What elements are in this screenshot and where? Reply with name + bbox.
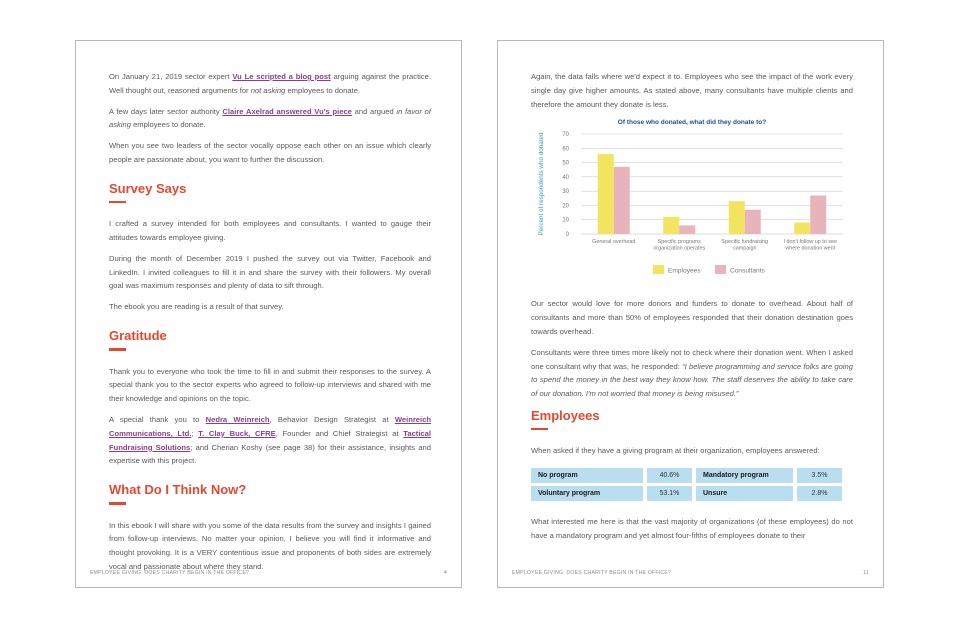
text: ;	[191, 428, 199, 438]
bar-employees-0	[598, 154, 614, 234]
what-do-i-think-heading: What Do I Think Now?	[109, 482, 247, 498]
bar-consultants-3	[810, 196, 826, 235]
right-paragraph-3	[531, 346, 853, 401]
table-cell: Unsure	[696, 486, 793, 501]
quote: “I believe programming and service folks are going to spend the money in the best way they know how. The staff deserves the ability to take care of our donation. I'm not worried that money is being misused.”	[531, 361, 853, 399]
y-tick-label: 30	[562, 189, 569, 196]
survey-says-heading: Survey Says	[109, 180, 187, 196]
x-tick-label: where donation went	[785, 245, 836, 252]
legend-swatch-consultants	[715, 265, 726, 274]
table-cell: 40.6%	[647, 468, 692, 483]
bar-consultants-2	[745, 210, 761, 234]
legend-label: Consultants	[730, 267, 765, 275]
intro-paragraph-3: When you see two leaders of the sector vocally oppose each other on an issue which clearly people are passionate about, you want to further the discussion.	[109, 141, 431, 164]
y-tick-label: 50	[562, 160, 569, 167]
gratitude-paragraph-2	[109, 413, 431, 468]
clay-buck-link[interactable]: T. Clay Buck, CFRE	[198, 428, 276, 438]
page-number: 4	[443, 570, 447, 576]
heading-rule	[109, 201, 126, 204]
right-paragraph-1: Again, the data falls where we'd expect it to. Employees who see the impact of the work every single day give higher amounts. As stated above, many consultants have multiple clients and therefore the amount they donate is less.	[531, 72, 853, 109]
think-paragraph-1: In this ebook I will share with you some of the data results from the survey and insights I gained from follow-up interviews. No matter your opinion, I believe you will find it informative and thought provoking. It is a VERY contentious issue and proponents of both sides are extremely vocal and passionate about where they stand.	[109, 520, 431, 572]
legend-swatch-employees	[653, 265, 664, 274]
right-paragraph-4: When asked if they have a giving program at their organization, employees answered:	[531, 446, 820, 456]
page-number: 11	[863, 570, 869, 576]
survey-paragraph-2: During the month of December 2019 I pushed the survey out via Twitter, Facebook and LinkedIn. I invited colleagues to fill it in and share the survey with their followers. My overall goal was maximum responses and plenty of data to sift through.	[109, 253, 431, 291]
intro-paragraph-2	[109, 105, 431, 133]
x-tick-label: Specific programs	[657, 239, 701, 246]
heading-rule	[109, 502, 126, 505]
footer-title: EMPLOYEE GIVING: DOES CHARITY BEGIN IN THE OFFICE?	[512, 570, 672, 576]
right-paragraph-5: What interested me here is that the vast majority of organizations (of these employees) do not have a mandatory program and yet almost four-fifths of employees donate to their	[531, 517, 853, 541]
right-page	[497, 40, 884, 588]
bar-employees-1	[663, 217, 679, 234]
text: , Founder and Chief Strategist at	[275, 428, 404, 438]
text: , Behavior Design Strategist at	[269, 414, 395, 424]
legend-label: Employees	[668, 267, 701, 275]
claire-axelrad-link[interactable]: Claire Axelrad answered Vu's piece	[222, 106, 352, 116]
text: employees to donate.	[285, 85, 361, 95]
heading-rule	[109, 348, 126, 351]
gratitude-heading: Gratitude	[109, 328, 167, 344]
table-cell: Voluntary program	[531, 486, 643, 501]
y-tick-label: 0	[565, 232, 569, 239]
employees-heading: Employees	[531, 407, 600, 423]
y-tick-label: 70	[562, 132, 569, 139]
y-tick-label: 20	[562, 203, 569, 210]
right-page-content	[531, 70, 853, 550]
nedra-weinreich-link[interactable]: Nedra Weinreich	[205, 414, 270, 424]
vu-le-blog-link[interactable]: Vu Le scripted a blog post	[232, 72, 331, 81]
text: On January 21, 2019 sector expert	[109, 72, 233, 81]
x-tick-label: Specific fundraising	[721, 239, 769, 246]
text: employees to donate.	[130, 120, 206, 130]
emphasis: in favor of asking	[109, 106, 431, 130]
table-cell: 53.1%	[647, 486, 692, 501]
x-tick-label: General overhead	[592, 239, 636, 246]
footer-title: EMPLOYEE GIVING: DOES CHARITY BEGIN IN THE OFFICE?	[90, 570, 250, 576]
table-cell: 2.8%	[797, 486, 842, 501]
x-tick-label: campaign	[733, 245, 757, 252]
intro-paragraph-1	[109, 70, 431, 98]
survey-paragraph-1: I crafted a survey intended for both employees and consultants. I wanted to gauge their attitudes towards employee giving.	[109, 219, 431, 243]
bar-employees-2	[729, 202, 745, 235]
text: and argued	[351, 106, 397, 116]
page-footer	[512, 570, 869, 576]
giving-program-table	[531, 468, 853, 501]
left-page	[75, 40, 462, 588]
table-cell: 3.5%	[797, 468, 842, 483]
tactical-fundraising-link[interactable]: Tactical Fundraising Solutions	[109, 428, 431, 452]
y-tick-label: 40	[562, 175, 569, 182]
text: Consultants were three times more likely not to check where their donation went. When I asked one consultant why that was, he responded:	[531, 347, 853, 371]
page-footer	[90, 570, 447, 576]
donation-bar-chart	[531, 126, 856, 286]
text: A special thank you to	[109, 414, 206, 424]
chart-title: Of those who donated, what did they donate to?	[617, 119, 767, 127]
bar-consultants-1	[679, 226, 695, 235]
emphasis: not asking	[250, 85, 286, 95]
text: ; and Cherian Koshy (see page 38) for their assistance, insights and expertise with this project.	[109, 442, 431, 466]
table-cell: Mandatory program	[696, 468, 793, 483]
left-page-content	[109, 70, 431, 581]
text: A few days later sector authority	[109, 106, 223, 116]
text: arguing against the practice. Well thought out, reasoned arguments for	[109, 72, 431, 95]
weinreich-communications-link[interactable]: Weinreich Communications, Ltd.	[109, 414, 431, 438]
y-tick-label: 10	[562, 218, 569, 225]
survey-paragraph-3: The ebook you are reading is a result of that survey.	[109, 302, 284, 312]
x-tick-label: I don't follow up to see	[783, 239, 837, 246]
x-tick-label: organization operates	[653, 245, 706, 252]
right-paragraph-2: Our sector would love for more donors and funders to donate to overhead. About half of consultants and more than 50% of employees responded that their donation destination goes towards overhead.	[531, 299, 853, 336]
bar-consultants-0	[614, 167, 630, 234]
heading-rule	[531, 428, 548, 431]
gratitude-paragraph-1: Thank you to everyone who took the time to fill in and submit their responses to the survey. A special thank you to the sector experts who agreed to follow-up interviews and shared with me their knowledge and opinions on the topic.	[109, 366, 431, 404]
y-axis-label: Percent of respondents who donated	[538, 132, 545, 236]
table-cell: No program	[531, 468, 643, 483]
y-tick-label: 60	[562, 146, 569, 153]
bar-employees-3	[794, 223, 810, 234]
